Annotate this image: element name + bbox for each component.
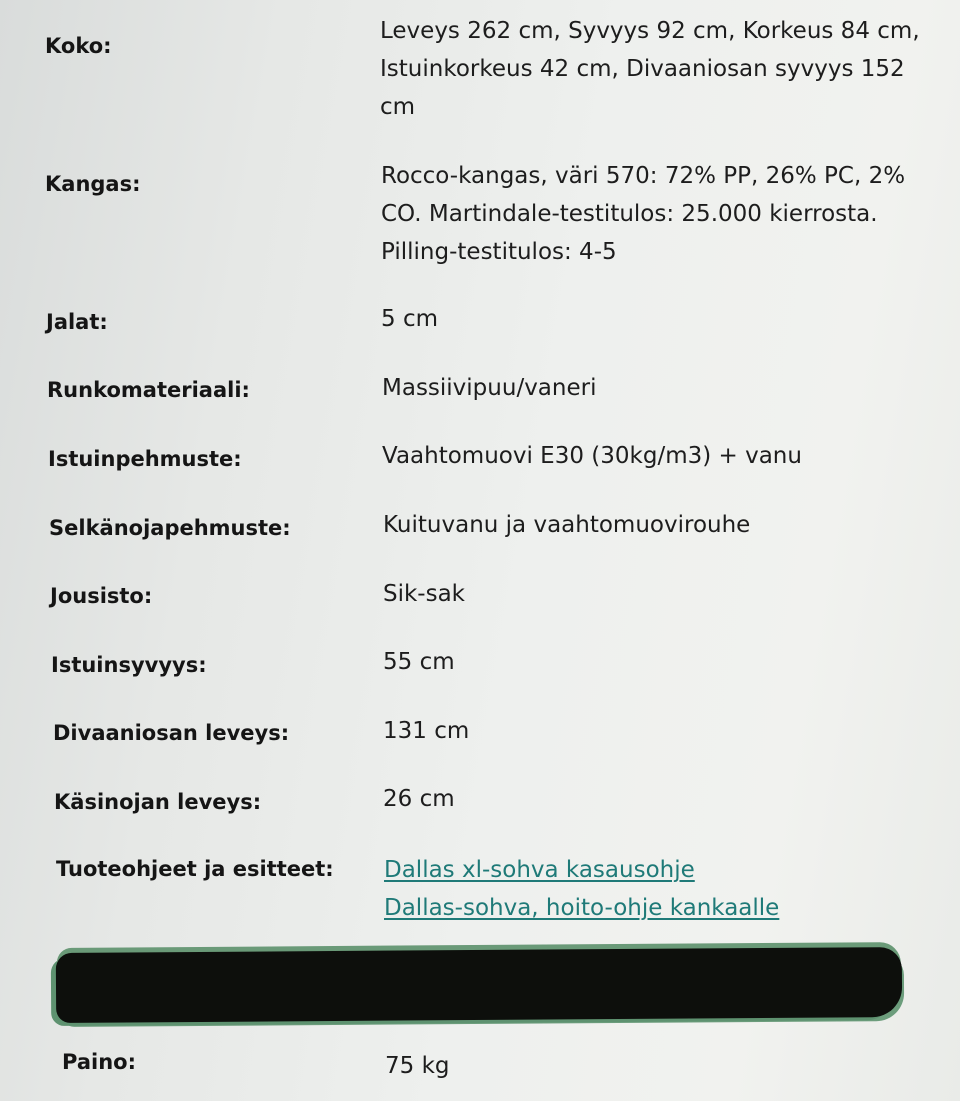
spec-value: Massiivipuu/vaneri	[382, 375, 597, 401]
spec-value: Sik-sak	[383, 581, 466, 607]
spec-label: Jalat:	[46, 310, 108, 334]
spec-label: Koko:	[45, 34, 112, 58]
spec-label: Istuinsyvyys:	[51, 653, 207, 677]
spec-label: Kangas:	[45, 172, 141, 196]
document-links	[384, 851, 779, 927]
redaction-marker-overlay	[56, 947, 902, 1023]
spec-value: Rocco-kangas, väri 570: 72% PP, 26% PC, 2% CO. Martindale-testitulos: 25.000 kierrosta. Pilling-testitulos: 4-5	[381, 163, 906, 265]
spec-value: 75 kg	[385, 1053, 450, 1079]
spec-value: 26 cm	[383, 786, 455, 812]
assembly-instructions-link[interactable]: Dallas xl-sohva kasausohje	[384, 857, 695, 883]
spec-value: Leveys 262 cm, Syvyys 92 cm, Korkeus 84 cm, Istuinkorkeus 42 cm, Divaaniosan syvyys 152 cm	[380, 18, 920, 120]
spec-value: Kuituvanu ja vaahtomuovirouhe	[383, 512, 751, 538]
spec-value: Vaahtomuovi E30 (30kg/m3) + vanu	[382, 443, 802, 469]
spec-label: Divaaniosan leveys:	[53, 721, 290, 745]
spec-label: Istuinpehmuste:	[48, 447, 242, 471]
spec-label: Paino:	[62, 1050, 136, 1074]
spec-value: 5 cm	[381, 306, 438, 332]
fabric-care-instructions-link[interactable]: Dallas-sohva, hoito-ohje kankaalle	[384, 895, 780, 921]
spec-label: Selkänojapehmuste:	[49, 516, 291, 540]
spec-label: Runkomateriaali:	[47, 378, 250, 402]
spec-label: Tuoteohjeet ja esitteet:	[56, 857, 334, 881]
spec-label: Käsinojan leveys:	[54, 790, 262, 814]
spec-value: 131 cm	[383, 718, 470, 744]
spec-label: Jousisto:	[50, 584, 153, 608]
spec-value: 55 cm	[383, 649, 455, 675]
